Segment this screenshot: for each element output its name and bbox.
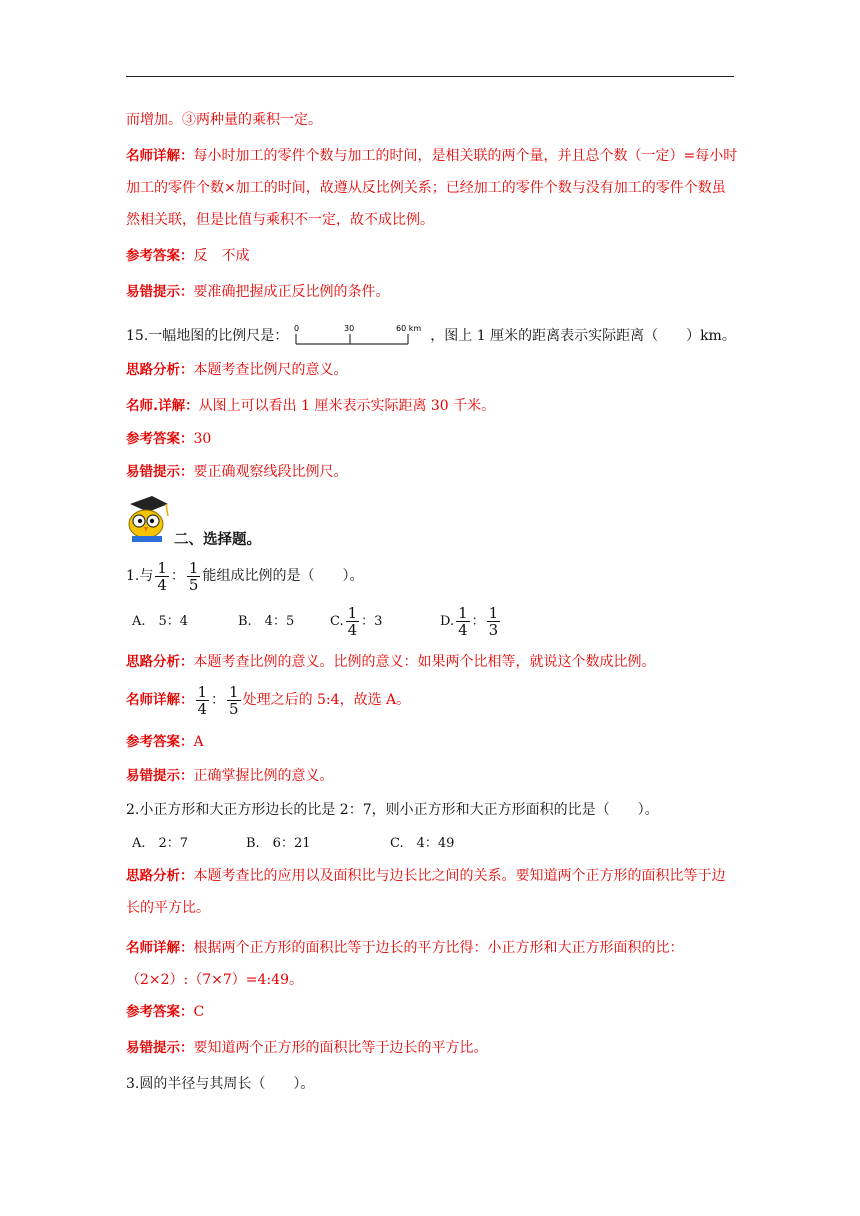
detail-label: 名师详解： (126, 940, 194, 956)
ratio-colon: ： (170, 568, 185, 584)
answer-text: 反 不成 (193, 248, 250, 264)
option-b: B. 6：21 (246, 836, 311, 851)
c1-options (132, 604, 502, 640)
detail-label: 名师.详解： (126, 398, 199, 414)
tip-label: 易错提示： (126, 464, 194, 480)
detail-text: 每小时加工的零件个数与加工的时间，是相关联的两个量，并且总个数（一定）=每小时加工的零件个数×加工的时间，故遵从反比例关系；已经加工的零件个数与没有加工的零件个数虽然相关联，但是比值与乘积不一定，故不成比例。 (126, 148, 738, 228)
c1-suffix: 能组成比例的是（ ）。 (202, 568, 364, 584)
option-c: C. 4：49 (390, 836, 455, 851)
option-a: A. 5：4 (132, 614, 189, 629)
answer-text: A (193, 734, 204, 750)
scale-tick-0: 0 (294, 324, 300, 333)
q14-tip (126, 282, 390, 302)
tip-label: 易错提示： (126, 1040, 194, 1056)
detail-text: 从图上可以看出 1 厘米表示实际距离 30 千米。 (198, 398, 496, 414)
c2-stem: 2.小正方形和大正方形边长的比是 2：7，则小正方形和大正方形面积的比是（ ）。 (126, 802, 659, 818)
analysis-text: 本题考查比的应用以及面积比与边长比之间的关系。要知道两个正方形的面积比等于边长的平方比。 (126, 868, 726, 916)
option-d: D. $\frac{1}{4}$ ： $\frac{1}{3}$ (440, 604, 499, 639)
tip-text: 正确掌握比例的意义。 (193, 768, 334, 784)
q14-answer (126, 246, 250, 266)
answer-text: 30 (193, 431, 212, 447)
tip-text: 要正确观察线段比例尺。 (193, 464, 348, 480)
q15-detail (126, 396, 495, 416)
analysis-text: 本题考查比例尺的意义。 (193, 362, 348, 378)
c1-analysis (126, 652, 656, 672)
q15-answer (126, 429, 211, 449)
tip-text: 要知道两个正方形的面积比等于边长的平方比。 (193, 1040, 488, 1056)
tip-text: 要准确把握成正反比例的条件。 (193, 284, 390, 300)
answer-label: 参考答案： (126, 248, 194, 264)
analysis-label: 思路分析： (126, 362, 194, 378)
tip-label: 易错提示： (126, 284, 194, 300)
analysis-label: 思路分析： (126, 654, 194, 670)
c1-answer (126, 732, 204, 752)
q15-suffix: ，图上 1 厘米的距离表示实际距离（ ）km。 (430, 328, 736, 344)
analysis-label: 思路分析： (126, 868, 194, 884)
q15-tip (126, 462, 348, 482)
header-rule (126, 76, 734, 77)
answer-label: 参考答案： (126, 734, 194, 750)
answer-label: 参考答案： (126, 431, 194, 447)
c3-stem: 3.圆的半径与其周长（ ）。 (126, 1076, 315, 1092)
c1-detail: 名师详解： $\frac{1}{4}$ ： $\frac{1}{5}$ 处理之后的 5:4，故选 A。 (126, 682, 411, 718)
detail-label: 名师详解： (126, 692, 194, 708)
answer-label: 参考答案： (126, 1004, 194, 1020)
fraction-one-quarter: $\frac{1}{4}$ (157, 558, 167, 594)
option-b: B. 4：5 (238, 614, 295, 629)
c1-tip (126, 766, 334, 786)
scale-tick-30: 30 (344, 324, 355, 333)
option-c: C. $\frac{1}{4}$ ：3 (330, 604, 383, 639)
fraction-one-fifth: $\frac{1}{5}$ (188, 558, 199, 594)
c2-answer (126, 1002, 204, 1022)
c1-prefix: 1.与 (126, 568, 154, 584)
scale-bar-icon (292, 322, 426, 350)
analysis-text: 本题考查比例的意义。比例的意义：如果两个比相等，就说这个数成比例。 (193, 654, 656, 670)
detail-text: 根据两个正方形的面积比等于边长的平方比得：小正方形和大正方形面积的比：（2×2）:（7×7）=4:49。 (126, 940, 684, 988)
scale-tick-60: 60 km (396, 324, 422, 333)
answer-text: C (193, 1004, 205, 1020)
detail-label: 名师详解： (126, 148, 194, 164)
q15-analysis (126, 360, 348, 380)
c1-stem (126, 558, 363, 594)
c2-options (132, 834, 454, 854)
tip-label: 易错提示： (126, 768, 194, 784)
c2-analysis (126, 860, 738, 924)
option-a: A. 2：7 (132, 836, 189, 851)
c2-tip (126, 1038, 488, 1058)
q14-detail (126, 140, 738, 236)
q15-prefix: 15.一幅地图的比例尺是： (126, 328, 289, 344)
detail-text: 处理之后的 5:4，故选 A。 (242, 692, 411, 708)
c2-detail (126, 932, 738, 996)
q14-continuation: 而增加。③两种量的乘积一定。 (126, 112, 322, 128)
q15-stem (126, 322, 736, 350)
owl-scholar-icon (122, 494, 172, 544)
section-title: 二、选择题。 (174, 532, 261, 548)
